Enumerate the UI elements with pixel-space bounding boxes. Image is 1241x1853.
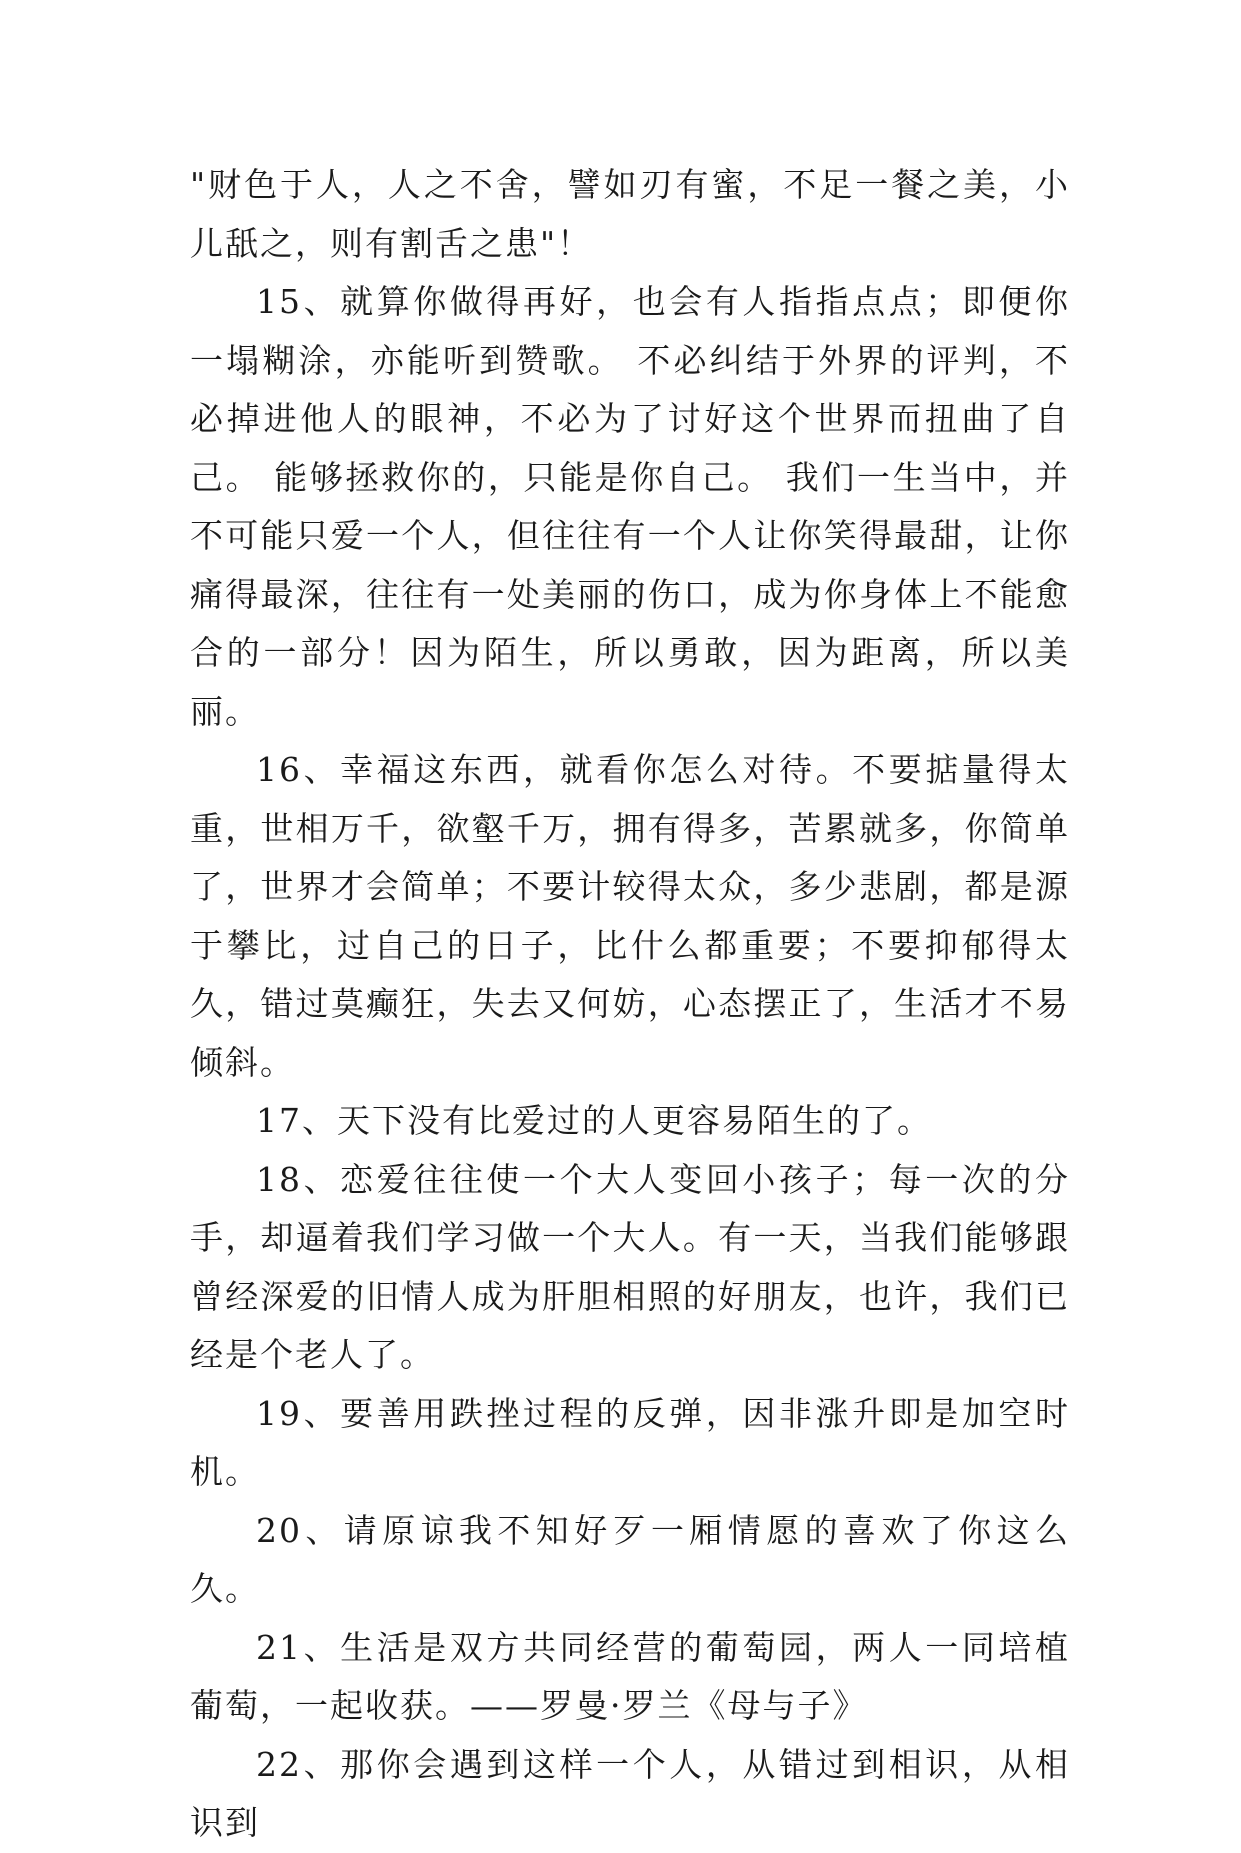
paragraph-21: 21、生活是双方共同经营的葡萄园，两人一同培植葡萄，一起收获。——罗曼·罗兰《母与子》 <box>190 1627 1070 1725</box>
paragraph-15: 15、就算你做得再好，也会有人指指点点；即便你一塌糊涂，亦能听到赞歌。 不必纠结于外界的评判，不必掉进他人的眼神，不必为了讨好这个世界而扭曲了自己。 能够拯救你的，只能是你自己。 我们一生当中，并不可能只爱一个人，但往往有一个人让你笑得最甜，让你痛得最深，往往有一处美丽的伤口，成为你身体上不能愈合的一部分！因为陌生，所以勇敢，因为距离，所以美丽。 <box>190 282 1070 731</box>
paragraph-14-continuation: "财色于人，人之不舍，譬如刃有蜜，不足一餐之美，小儿舐之，则有割舌之患"！ <box>190 165 1070 263</box>
document-body <box>190 156 1070 1853</box>
paragraph-17: 17、天下没有比爱过的人更容易陌生的了。 <box>256 1101 932 1140</box>
paragraph-22: 22、那你会遇到这样一个人，从错过到相识，从相识到 <box>190 1744 1070 1842</box>
paragraph-19: 19、要善用跌挫过程的反弹，因非涨升即是加空时机。 <box>190 1393 1070 1491</box>
paragraph-20: 20、请原谅我不知好歹一厢情愿的喜欢了你这么久。 <box>190 1510 1070 1608</box>
paragraph-16: 16、幸福这东西，就看你怎么对待。不要掂量得太重，世相万千，欲壑千万，拥有得多，苦累就多，你简单了，世界才会简单；不要计较得太众，多少悲剧，都是源于攀比，过自己的日子，比什么都重要；不要抑郁得太久，错过莫癫狂，失去又何妨，心态摆正了，生活才不易倾斜。 <box>190 750 1070 1082</box>
paragraph-18: 18、恋爱往往使一个大人变回小孩子；每一次的分手，却逼着我们学习做一个大人。有一天，当我们能够跟曾经深爱的旧情人成为肝胆相照的好朋友，也许，我们已经是个老人了。 <box>190 1159 1070 1374</box>
